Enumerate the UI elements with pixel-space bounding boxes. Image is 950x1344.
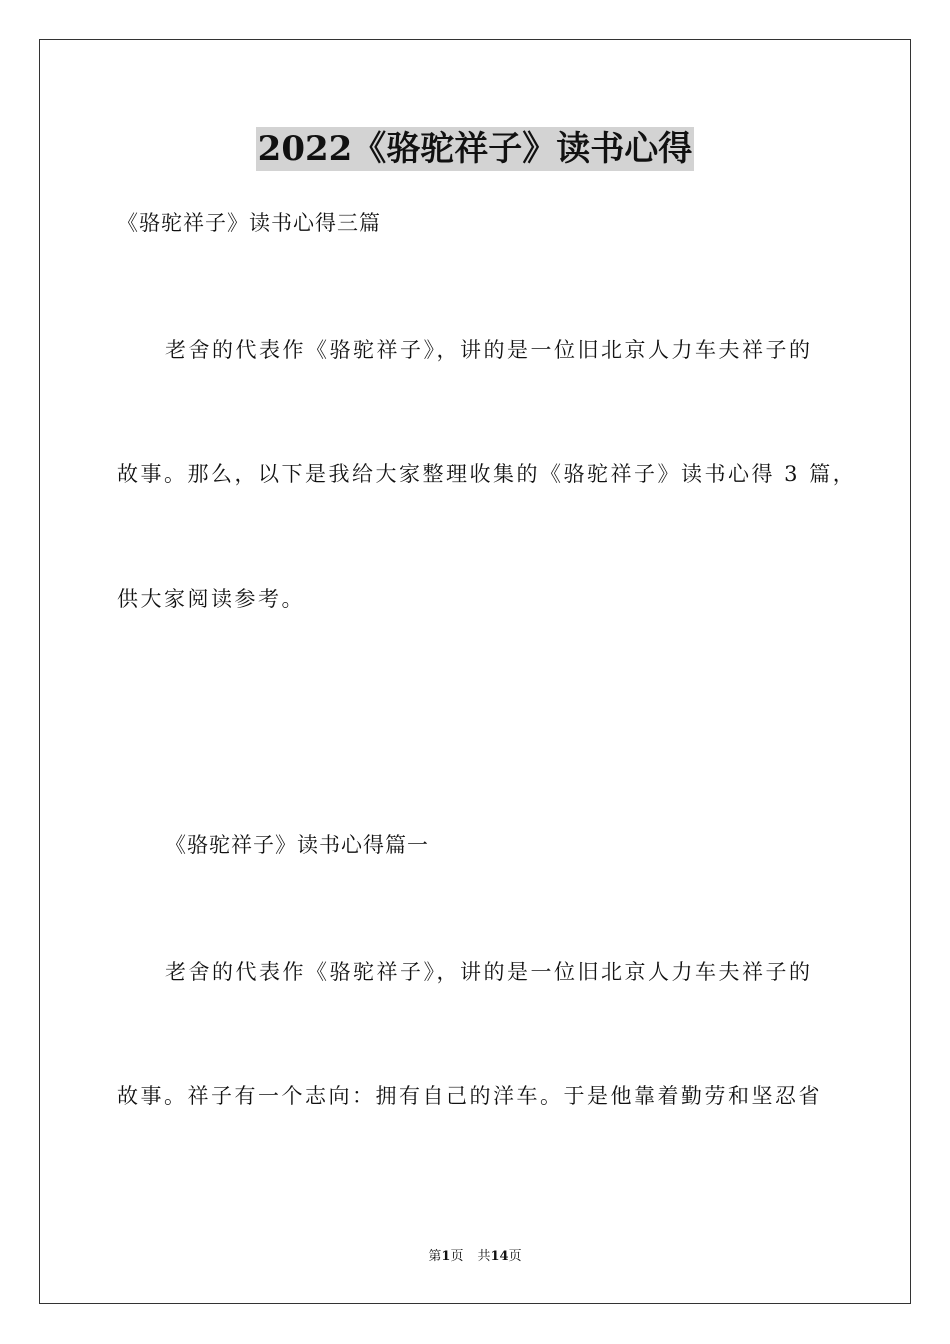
intro-paragraph-line-1: 老舍的代表作《骆驼祥子》，讲的是一位旧北京人力车夫祥子的 <box>165 338 813 362</box>
title-container <box>0 127 950 171</box>
intro-paragraph-line-3: 供大家阅读参考。 <box>117 587 305 611</box>
footer-total-prefix: 共 <box>477 1249 491 1264</box>
document-title[interactable]: 2022《骆驼祥子》读书心得 <box>257 129 693 169</box>
section-paragraph-line-2: 故事。祥子有一个志向：拥有自己的洋车。于是他靠着勤劳和坚忍省 <box>117 1084 822 1108</box>
page-footer <box>0 1248 950 1266</box>
section-heading: 《骆驼祥子》读书心得篇一 <box>165 833 429 857</box>
footer-page-prefix: 第 <box>428 1249 442 1264</box>
footer-page-number: 1 <box>441 1249 451 1264</box>
document-subtitle: 《骆驼祥子》读书心得三篇 <box>117 211 381 235</box>
section-paragraph-line-1: 老舍的代表作《骆驼祥子》，讲的是一位旧北京人力车夫祥子的 <box>165 960 813 984</box>
intro-paragraph-line-2: 故事。那么，以下是我给大家整理收集的《骆驼祥子》读书心得 3 篇， <box>117 462 857 486</box>
footer-page-suffix: 页 <box>450 1249 464 1264</box>
footer-total-number: 14 <box>490 1249 509 1264</box>
footer-total-suffix: 页 <box>508 1249 522 1264</box>
